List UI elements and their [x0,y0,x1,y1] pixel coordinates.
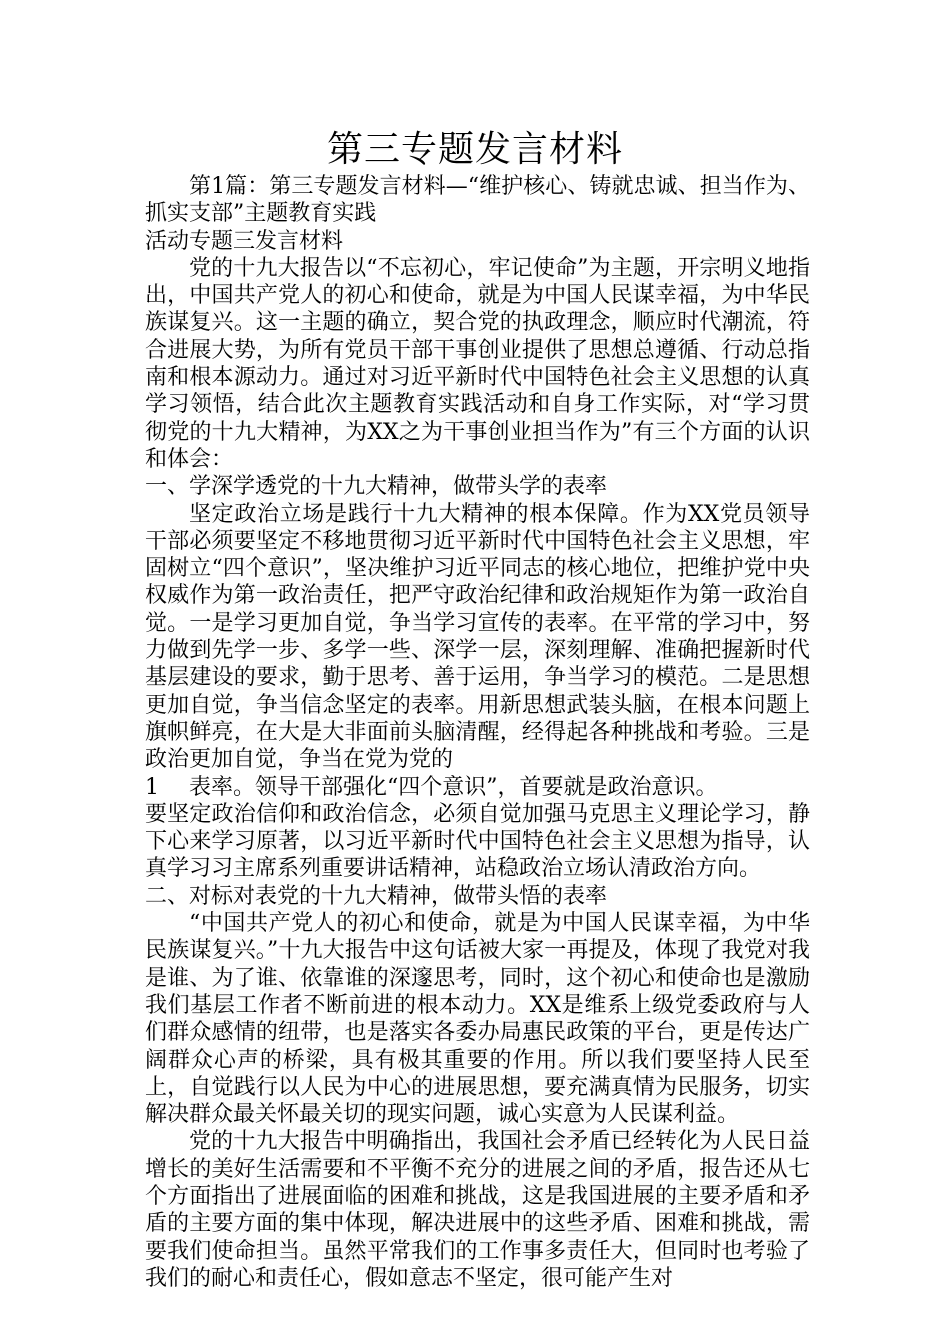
section-heading: 二、对标对表党的十九大精神，做带头悟的表率 [145,883,608,909]
paragraph: 要坚定政治信仰和政治信念，必须自觉加强马克思主义理论学习，静下心来学习原著，以习近平新时代中国特色社会主义思想为指导，认真学习习主席系列重要讲话精神，站稳政治立场认清政治方向。 [145,801,810,882]
document-body [145,173,810,1292]
section-heading: 一、学深学透党的十九大精神，做带头学的表率 [145,474,608,500]
paragraph: 党的十九大报告以“不忘初心，牢记使命”为主题，开宗明义地指出，中国共产党人的初心和使命，就是为中国人民谋幸福，为中华民族谋复兴。这一主题的确立，契合党的执政理念，顺应时代潮流，符合进展大势，为所有党员干部干事创业提供了思想总遵循、行动总指南和根本源动力。通过对习近平新时代中国特色社会主义思想的认真学习领悟，结合此次主题教育实践活动和自身工作实际，对“学习贯彻党的十九大精神，为XX之为干事创业担当作为”有三个方面的认识和体会： [145,255,810,472]
paragraph-text: 表率。领导干部强化“四个意识”，首要就是政治意识。 [189,774,718,800]
page-marker: 1 [145,774,159,800]
paragraph: “中国共产党人的初心和使命，就是为中国人民谋幸福，为中华民族谋复兴。”十九大报告中这句话被大家一再提及，体现了我党对我是谁、为了谁、依靠谁的深邃思考，同时，这个初心和使命也是激励我们基层工作者不断前进的根本动力。XX是维系上级党委政府与人们群众感情的纽带，也是落实各委办局惠民政策的平台，更是传达广阔群众心声的桥梁，具有极其重要的作用。所以我们要坚持人民至上，自觉践行以人民为中心的进展思想，要充满真情为民服务，切实解决群众最关怀最关切的现实问题，诚心实意为人民谋利益。 [145,911,810,1128]
numbered-line [145,774,810,801]
paragraph: 坚定政治立场是践行十九大精神的根本保障。作为XX党员领导干部必须要坚定不移地贯彻习近平新时代中国特色社会主义思想，牢固树立“四个意识”，坚决维护习近平同志的核心地位，把维护党中央权威作为第一政治责任，把严守政治纪律和政治规矩作为第一政治自觉。一是学习更加自觉，争当学习宣传的表率。在平常的学习中，努力做到先学一步、多学一些、深学一层，深刻理解、准确把握新时代基层建设的要求，勤于思考、善于运用，争当学习的模范。二是思想更加自觉，争当信念坚定的表率。用新思想武装头脑，在根本问题上旗帜鲜亮，在大是大非面前头脑清醒，经得起各种挑战和考验。三是政治更加自觉，争当在党为党的 [145,501,810,773]
article-subheading: 活动专题三发言材料 [145,228,344,254]
document-title: 第三专题发言材料 [326,129,623,170]
paragraph: 党的十九大报告中明确指出，我国社会矛盾已经转化为人民日益增长的美好生活需要和不平衡不充分的进展之间的矛盾，报告还从七个方面指出了进展面临的困难和挑战，这是我国进展的主要矛盾和矛盾的主要方面的集中体现，解决进展中的这些矛盾、困难和挑战，需要我们使命担当。虽然平常我们的工作事多责任大，但同时也考验了我们的耐心和责任心，假如意志不坚定，很可能产生对 [145,1129,810,1291]
article-heading: 第1篇：第三专题发言材料—“维护核心、铸就忠诚、担当作为、抓实支部”主题教育实践 [145,174,810,227]
